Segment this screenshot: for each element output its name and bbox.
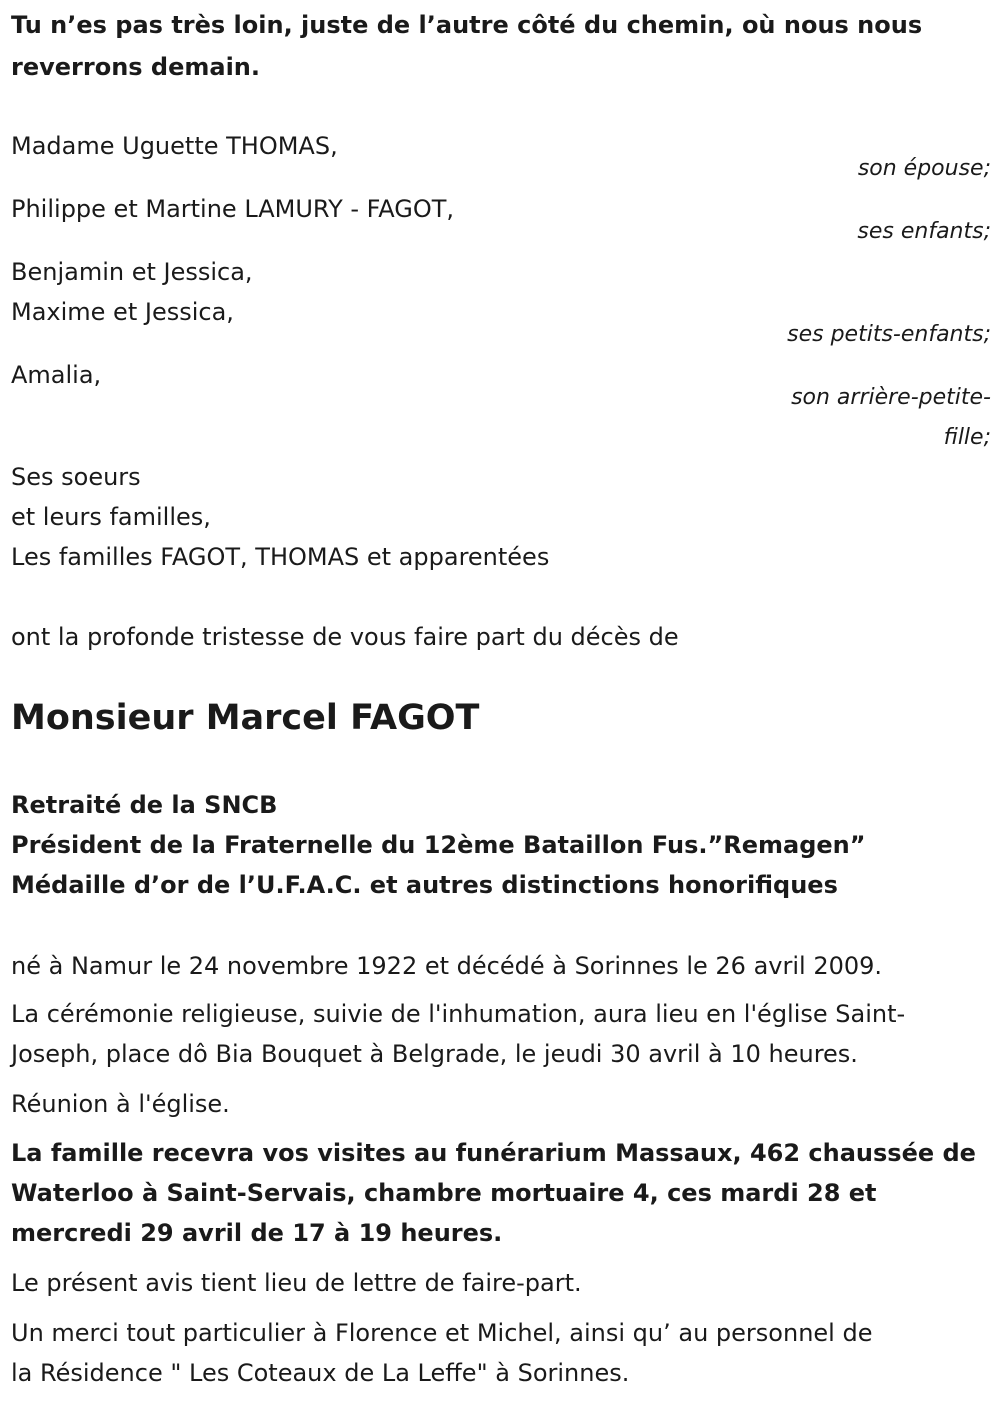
relatives-line-3: Les familles FAGOT, THOMAS et apparentées (11, 543, 550, 571)
announcement: ont la profonde tristesse de vous faire part du décès de (11, 623, 679, 651)
grandchildren-role: ses petits-enfants; (787, 322, 991, 347)
great-grandchild-name: Amalia, (11, 361, 102, 389)
deceased-title-1: Retraité de la SNCB (11, 791, 278, 819)
quote-line-1: Tu n’es pas très loin, juste de l’autre côté du chemin, où nous nous (11, 11, 923, 39)
visits-line-1: La famille recevra vos visites au funérarium Massaux, 462 chaussée de (11, 1139, 976, 1167)
spouse-role: son épouse; (857, 156, 991, 181)
ceremony-line-1: La cérémonie religieuse, suivie de l'inhumation, aura lieu en l'église Saint- (11, 1000, 906, 1028)
visits-line-2: Waterloo à Saint-Servais, chambre mortuaire 4, ces mardi 28 et (11, 1179, 877, 1207)
visits-line-3: mercredi 29 avril de 17 à 19 heures. (11, 1219, 503, 1247)
thanks-line-2: la Résidence " Les Coteaux de La Leffe" à Sorinnes. (11, 1359, 630, 1387)
children-role: ses enfants; (857, 219, 991, 244)
quote-line-2: reverrons demain. (11, 53, 261, 81)
relatives-line-2: et leurs familles, (11, 503, 211, 531)
birth-death: né à Namur le 24 novembre 1922 et décédé à Sorinnes le 26 avril 2009. (11, 952, 883, 980)
spouse-name: Madame Uguette THOMAS, (11, 132, 338, 160)
great-grandchild-role-1: son arrière-petite- (791, 385, 991, 410)
deceased-name: Monsieur Marcel FAGOT (11, 698, 480, 738)
children-name: Philippe et Martine LAMURY - FAGOT, (11, 195, 455, 223)
notice: Le présent avis tient lieu de lettre de faire-part. (11, 1269, 582, 1297)
deceased-title-3: Médaille d’or de l’U.F.A.C. et autres distinctions honorifiques (11, 871, 838, 899)
great-grandchild-role-2: fille; (943, 425, 991, 450)
grandchildren-line-1: Benjamin et Jessica, (11, 258, 253, 286)
relatives-line-1: Ses soeurs (11, 463, 141, 491)
thanks-line-1: Un merci tout particulier à Florence et Michel, ainsi qu’ au personnel de (11, 1319, 873, 1347)
reunion: Réunion à l'église. (11, 1090, 230, 1118)
grandchildren-line-2: Maxime et Jessica, (11, 298, 234, 326)
ceremony-line-2: Joseph, place dô Bia Bouquet à Belgrade, le jeudi 30 avril à 10 heures. (11, 1040, 858, 1068)
deceased-title-2: Président de la Fraternelle du 12ème Bataillon Fus.”Remagen” (11, 831, 866, 859)
